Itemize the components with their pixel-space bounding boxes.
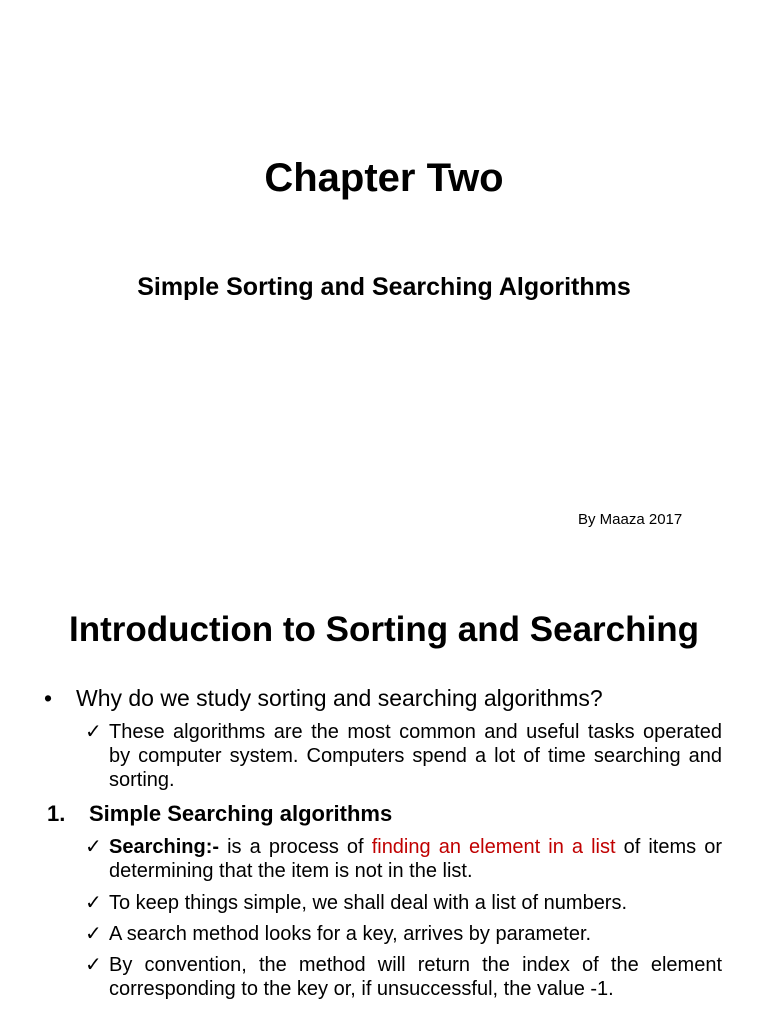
simple-check-item (85, 891, 722, 915)
author-byline: By Maaza 2017 (578, 511, 683, 528)
chapter-subtitle: Simple Sorting and Searching Algorithms (137, 273, 631, 301)
searching-highlight: finding an element in a list (371, 836, 616, 858)
searching-text-pre: is a process of (219, 836, 372, 858)
checkmark-icon: ✓ (85, 954, 102, 976)
simple-point-text: To keep things simple, we shall deal with a list of numbers. (109, 892, 628, 914)
searching-text-post: of items or determining that the item is not in the list. (109, 836, 723, 882)
main-bullet (44, 683, 744, 713)
checkmark-icon: ✓ (85, 721, 102, 743)
slide-title: Introduction to Sorting and Searching (69, 610, 699, 649)
searching-term: Searching:- (109, 836, 220, 858)
searching-definition (109, 835, 722, 883)
question-text: Why do we study sorting and searching algorithms? (76, 685, 603, 711)
method-point-text: A search method looks for a key, arrives by parameter. (109, 923, 592, 945)
intro-point-text: These algorithms are the most common and useful tasks operated by computer system. Computers spend a lot of time searching and sorting. (109, 721, 722, 791)
intro-slide (0, 576, 768, 1024)
convention-point-text: By convention, the method will return the index of the element corresponding to the key or, if unsuccessful, the value -1. (109, 954, 722, 1000)
method-check-item (85, 922, 722, 946)
bullet-icon: • (44, 685, 53, 711)
searching-check-item (85, 835, 722, 883)
chapter-title: Chapter Two (264, 156, 504, 200)
section-heading (47, 799, 392, 829)
checkmark-icon: ✓ (85, 923, 102, 945)
checkmark-icon: ✓ (85, 892, 102, 914)
convention-check-item (85, 953, 722, 1001)
intro-check-item (85, 720, 722, 792)
checkmark-icon: ✓ (85, 836, 102, 858)
section-heading-text: Simple Searching algorithms (89, 801, 393, 826)
section-number: 1. (47, 801, 66, 826)
